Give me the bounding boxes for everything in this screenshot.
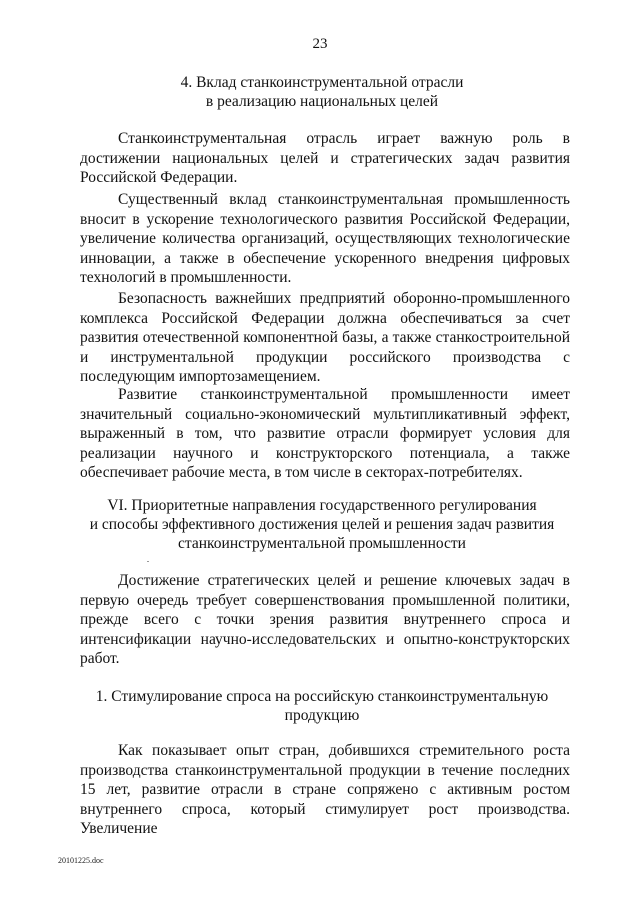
subsection-1-heading-line-2: продукцию [284, 707, 360, 724]
scan-speck [147, 561, 149, 562]
subsection-1-paragraph-1: Как показывает опыт стран, добившихся стремительного роста производства станкоинструментальной продукции в течение последних 15 лет, развитие отрасли в стране сопряжено с активным ростом внутреннего спроса, который стимулирует рост производства. Увеличение [80, 742, 570, 837]
section-4-heading [80, 73, 564, 111]
section-4-heading-line-2: в реализацию национальных целей [205, 93, 439, 110]
page-number: 23 [312, 36, 328, 52]
section-4-paragraph-2: Существенный вклад станкоинструментальная промышленность вносит в ускорение технологического развития Российской Федерации, увеличение количества организаций, осуществляющих технологические инновации, а также в обеспечение ускоренного внедрения цифровых технологий в промышленности. [80, 191, 570, 286]
section-4-paragraph-4: Развитие станкоинструментальной промышленности имеет значительный социально-экономический мультипликативный эффект, выраженный в том, что развитие отрасли формирует условия для реализации научного и конструкторского потенциала, а также обеспечивает рабочие места, в том числе в секторах-потребителях. [80, 386, 570, 481]
section-4-paragraph-3: Безопасность важнейших предприятий оборонно-промышленного комплекса Российской Федерации должна обеспечиваться за счет развития отечественной компонентной базы, а также станкостроительной и инструментальной продукции российского производства с последующим импортозамещением. [80, 290, 570, 385]
section-vi-heading-line-1: VI. Приоритетные направления государственного регулирования [107, 497, 537, 514]
subsection-1-heading-line-1: 1. Стимулирование спроса на российскую станкоинструментальную [95, 688, 549, 705]
footer-filename: 20101225.doc [58, 856, 104, 865]
section-vi-heading-line-3: станкоинструментальной промышленности [178, 535, 466, 552]
section-4-heading-line-1: 4. Вклад станкоинструментальной отрасли [180, 74, 464, 91]
section-vi-heading [80, 496, 564, 553]
section-vi-heading-line-2: и способы эффективного достижения целей и решения задач развития [89, 516, 555, 533]
section-4-paragraph-1: Станкоинструментальная отрасль играет важную роль в достижении национальных целей и стратегических задач развития Российской Федерации. [80, 130, 570, 186]
subsection-1-heading [80, 687, 564, 725]
section-vi-paragraph-1: Достижение стратегических целей и решение ключевых задач в первую очередь требует совершенствования промышленной политики, прежде всего с точки зрения развития внутреннего спроса и интенсификации научно-исследовательских и опытно-конструкторских работ. [80, 572, 570, 667]
